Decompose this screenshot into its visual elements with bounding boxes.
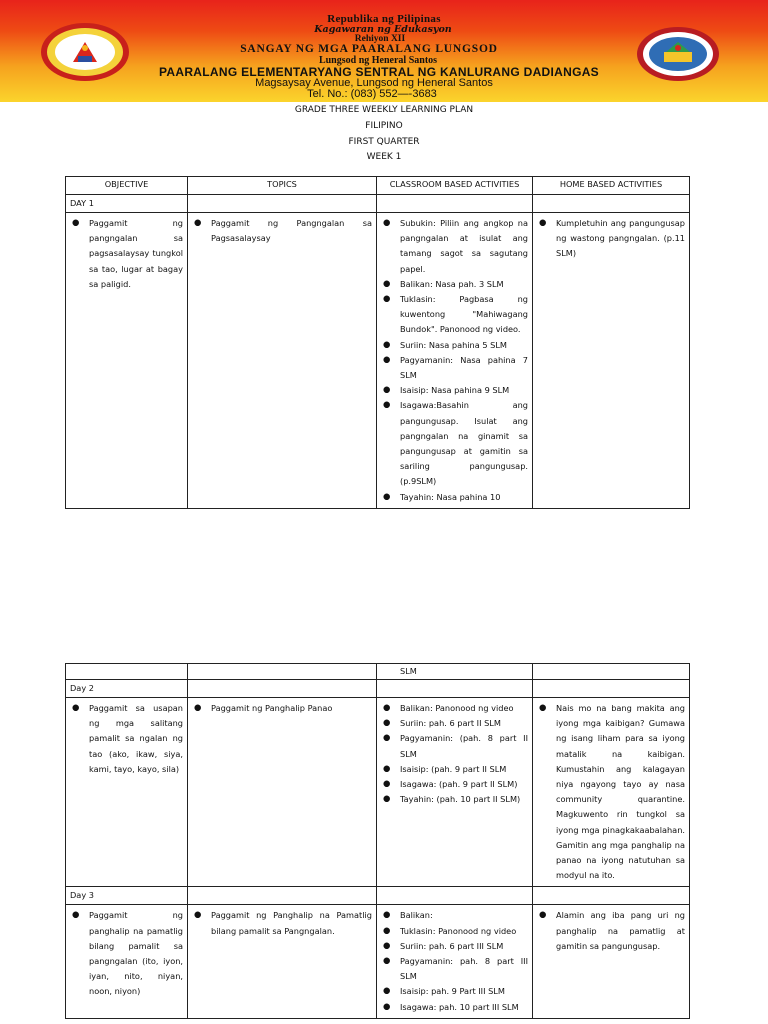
- list-item: ● Isaisip: Nasa pahina 9 SLM: [381, 383, 528, 398]
- school-telephone: Tel. No.: (083) 552—-3683: [307, 87, 437, 100]
- letterhead-text: [110, 14, 628, 100]
- list-item: ● Isaisip: pah. 9 Part III SLM: [381, 984, 528, 999]
- list-item: ● Paggamit ng Panghalip na Pamatlig bilang pamalit sa Pangngalan.: [192, 908, 372, 938]
- list-item: ● Kumpletuhin ang pangungusap ng wastong pangngalan. (p.11 SLM): [537, 216, 685, 262]
- day-label: Day 3: [66, 887, 188, 905]
- document-title: GRADE THREE WEEKLY LEARNING PLAN: [294, 105, 474, 115]
- division-seal-logo: [636, 26, 720, 82]
- quarter-title: FIRST QUARTER: [348, 137, 420, 147]
- department-line: Kagawaran ng Edukasyon: [314, 24, 452, 35]
- classroom-cell: [377, 905, 533, 1018]
- list-item: ● Isagawa:Basahin ang pangungusap. Isulat ang pangngalan na ginamit sa pangungusap at gamitin sa sariling pangungusap. (p.9SLM): [381, 398, 528, 489]
- list-item: ● Tayahin: (pah. 10 part II SLM): [381, 792, 528, 807]
- home-cell: [533, 698, 690, 887]
- list-item: ● Paggamit ng Pangngalan sa Pagsasalaysay: [192, 216, 372, 246]
- list-item: ● Paggamit ng pangngalan sa pagsasalaysay tungkol sa tao, lugar at bagay sa paligid.: [70, 216, 183, 292]
- day-row: [66, 887, 690, 905]
- table-row: [66, 905, 690, 1018]
- home-cell: [533, 213, 690, 509]
- list-item: ● Tuklasin: Pagbasa ng kuwentong "Mahiwagang Bundok". Panonood ng video.: [381, 292, 528, 338]
- list-item: ● Pagyamanin: (pah. 8 part II SLM: [381, 731, 528, 761]
- table-header-row: [66, 177, 690, 195]
- day-row: [66, 680, 690, 698]
- table-row: [66, 213, 690, 509]
- school-name: PAARALANG ELEMENTARYANG SENTRAL NG KANLURANG DADIANGAS: [159, 64, 599, 79]
- day-row: [66, 195, 690, 213]
- continuation-text: SLM: [377, 664, 533, 680]
- list-item: ● Isaisip: (pah. 9 part II SLM: [381, 762, 528, 777]
- list-item: ● Nais mo na bang makita ang iyong mga kaibigan? Gumawa ng isang liham para sa iyong matalik na kaibigan. Kumustahin ang kalagayan niya ngayong tayo ay nasa community quarantine. Magkuwento rin tungkol sa iyong mga pinagkakaabalahan. Gamitin ang mga panghalip na panao na iyong natutuhan sa modyul na ito.: [537, 701, 685, 883]
- list-item: ● Isagawa: pah. 10 part III SLM: [381, 1000, 528, 1015]
- letterhead-banner: [0, 0, 768, 102]
- list-item: ● Tayahin: Nasa pahina 10: [381, 490, 528, 505]
- subject-title: FILIPINO: [365, 121, 403, 131]
- column-header-topics: TOPICS: [188, 177, 377, 195]
- republic-line: Republika ng Pilipinas: [327, 13, 441, 25]
- list-item: ● Paggamit ng panghalip na pamatlig bilang pamalit sa pangngalan (ito, iyon, iyan, nito, niyan, noon, niyon): [70, 908, 183, 999]
- list-item: ● Balikan: Panonood ng video: [381, 701, 528, 716]
- column-header-classroom: CLASSROOM BASED ACTIVITIES: [377, 177, 533, 195]
- list-item: ● Isagawa: (pah. 9 part II SLM): [381, 777, 528, 792]
- topics-cell: [188, 213, 377, 509]
- weekly-plan-table-day1: [65, 176, 690, 509]
- list-item: ● Balikan:: [381, 908, 528, 923]
- region-line: Rehiyon XII: [354, 33, 406, 44]
- weekly-plan-table-day2-3: [65, 663, 690, 1019]
- list-item: ● Balikan: Nasa pah. 3 SLM: [381, 277, 528, 292]
- home-cell: [533, 905, 690, 1018]
- classroom-cell: [377, 698, 533, 887]
- column-header-home: HOME BASED ACTIVITIES: [533, 177, 690, 195]
- school-address: Magsaysay Avenue, Lungsod ng Heneral Santos: [255, 76, 493, 89]
- list-item: ● Alamin ang iba pang uri ng panghalip na pamatlig at gamitin sa pangungusap.: [537, 908, 685, 954]
- city-line: Lungsod ng Heneral Santos: [318, 54, 438, 66]
- table-row: [66, 698, 690, 887]
- week-title: WEEK 1: [366, 152, 402, 162]
- objective-cell: [66, 905, 188, 1018]
- objective-cell: [66, 213, 188, 509]
- list-item: ● Paggamit sa usapan ng mga salitang pamalit sa ngalan ng tao (ako, ikaw, siya, kami, tayo, kayo, sila): [70, 701, 183, 777]
- day-label: Day 2: [66, 680, 188, 698]
- list-item: ● Subukin: Piliin ang angkop na pangngalan at isulat ang tamang sagot sa sagutang papel.: [381, 216, 528, 277]
- topics-cell: [188, 905, 377, 1018]
- list-item: ● Pagyamanin: Nasa pahina 7 SLM: [381, 353, 528, 383]
- list-item: ● Paggamit ng Panghalip Panao: [192, 701, 372, 716]
- list-item: ● Suriin: pah. 6 part II SLM: [381, 716, 528, 731]
- list-item: ● Pagyamanin: pah. 8 part III SLM: [381, 954, 528, 984]
- list-item: ● Suriin: pah. 6 part III SLM: [381, 939, 528, 954]
- topics-cell: [188, 698, 377, 887]
- column-header-objective: OBJECTIVE: [66, 177, 188, 195]
- objective-cell: [66, 698, 188, 887]
- division-line: SANGAY NG MGA PAARALANG LUNGSOD: [240, 43, 498, 55]
- day-label: DAY 1: [66, 195, 188, 213]
- classroom-cell: [377, 213, 533, 509]
- list-item: ● Suriin: Nasa pahina 5 SLM: [381, 338, 528, 353]
- continuation-row: [66, 664, 690, 680]
- list-item: ● Tuklasin: Panonood ng video: [381, 924, 528, 939]
